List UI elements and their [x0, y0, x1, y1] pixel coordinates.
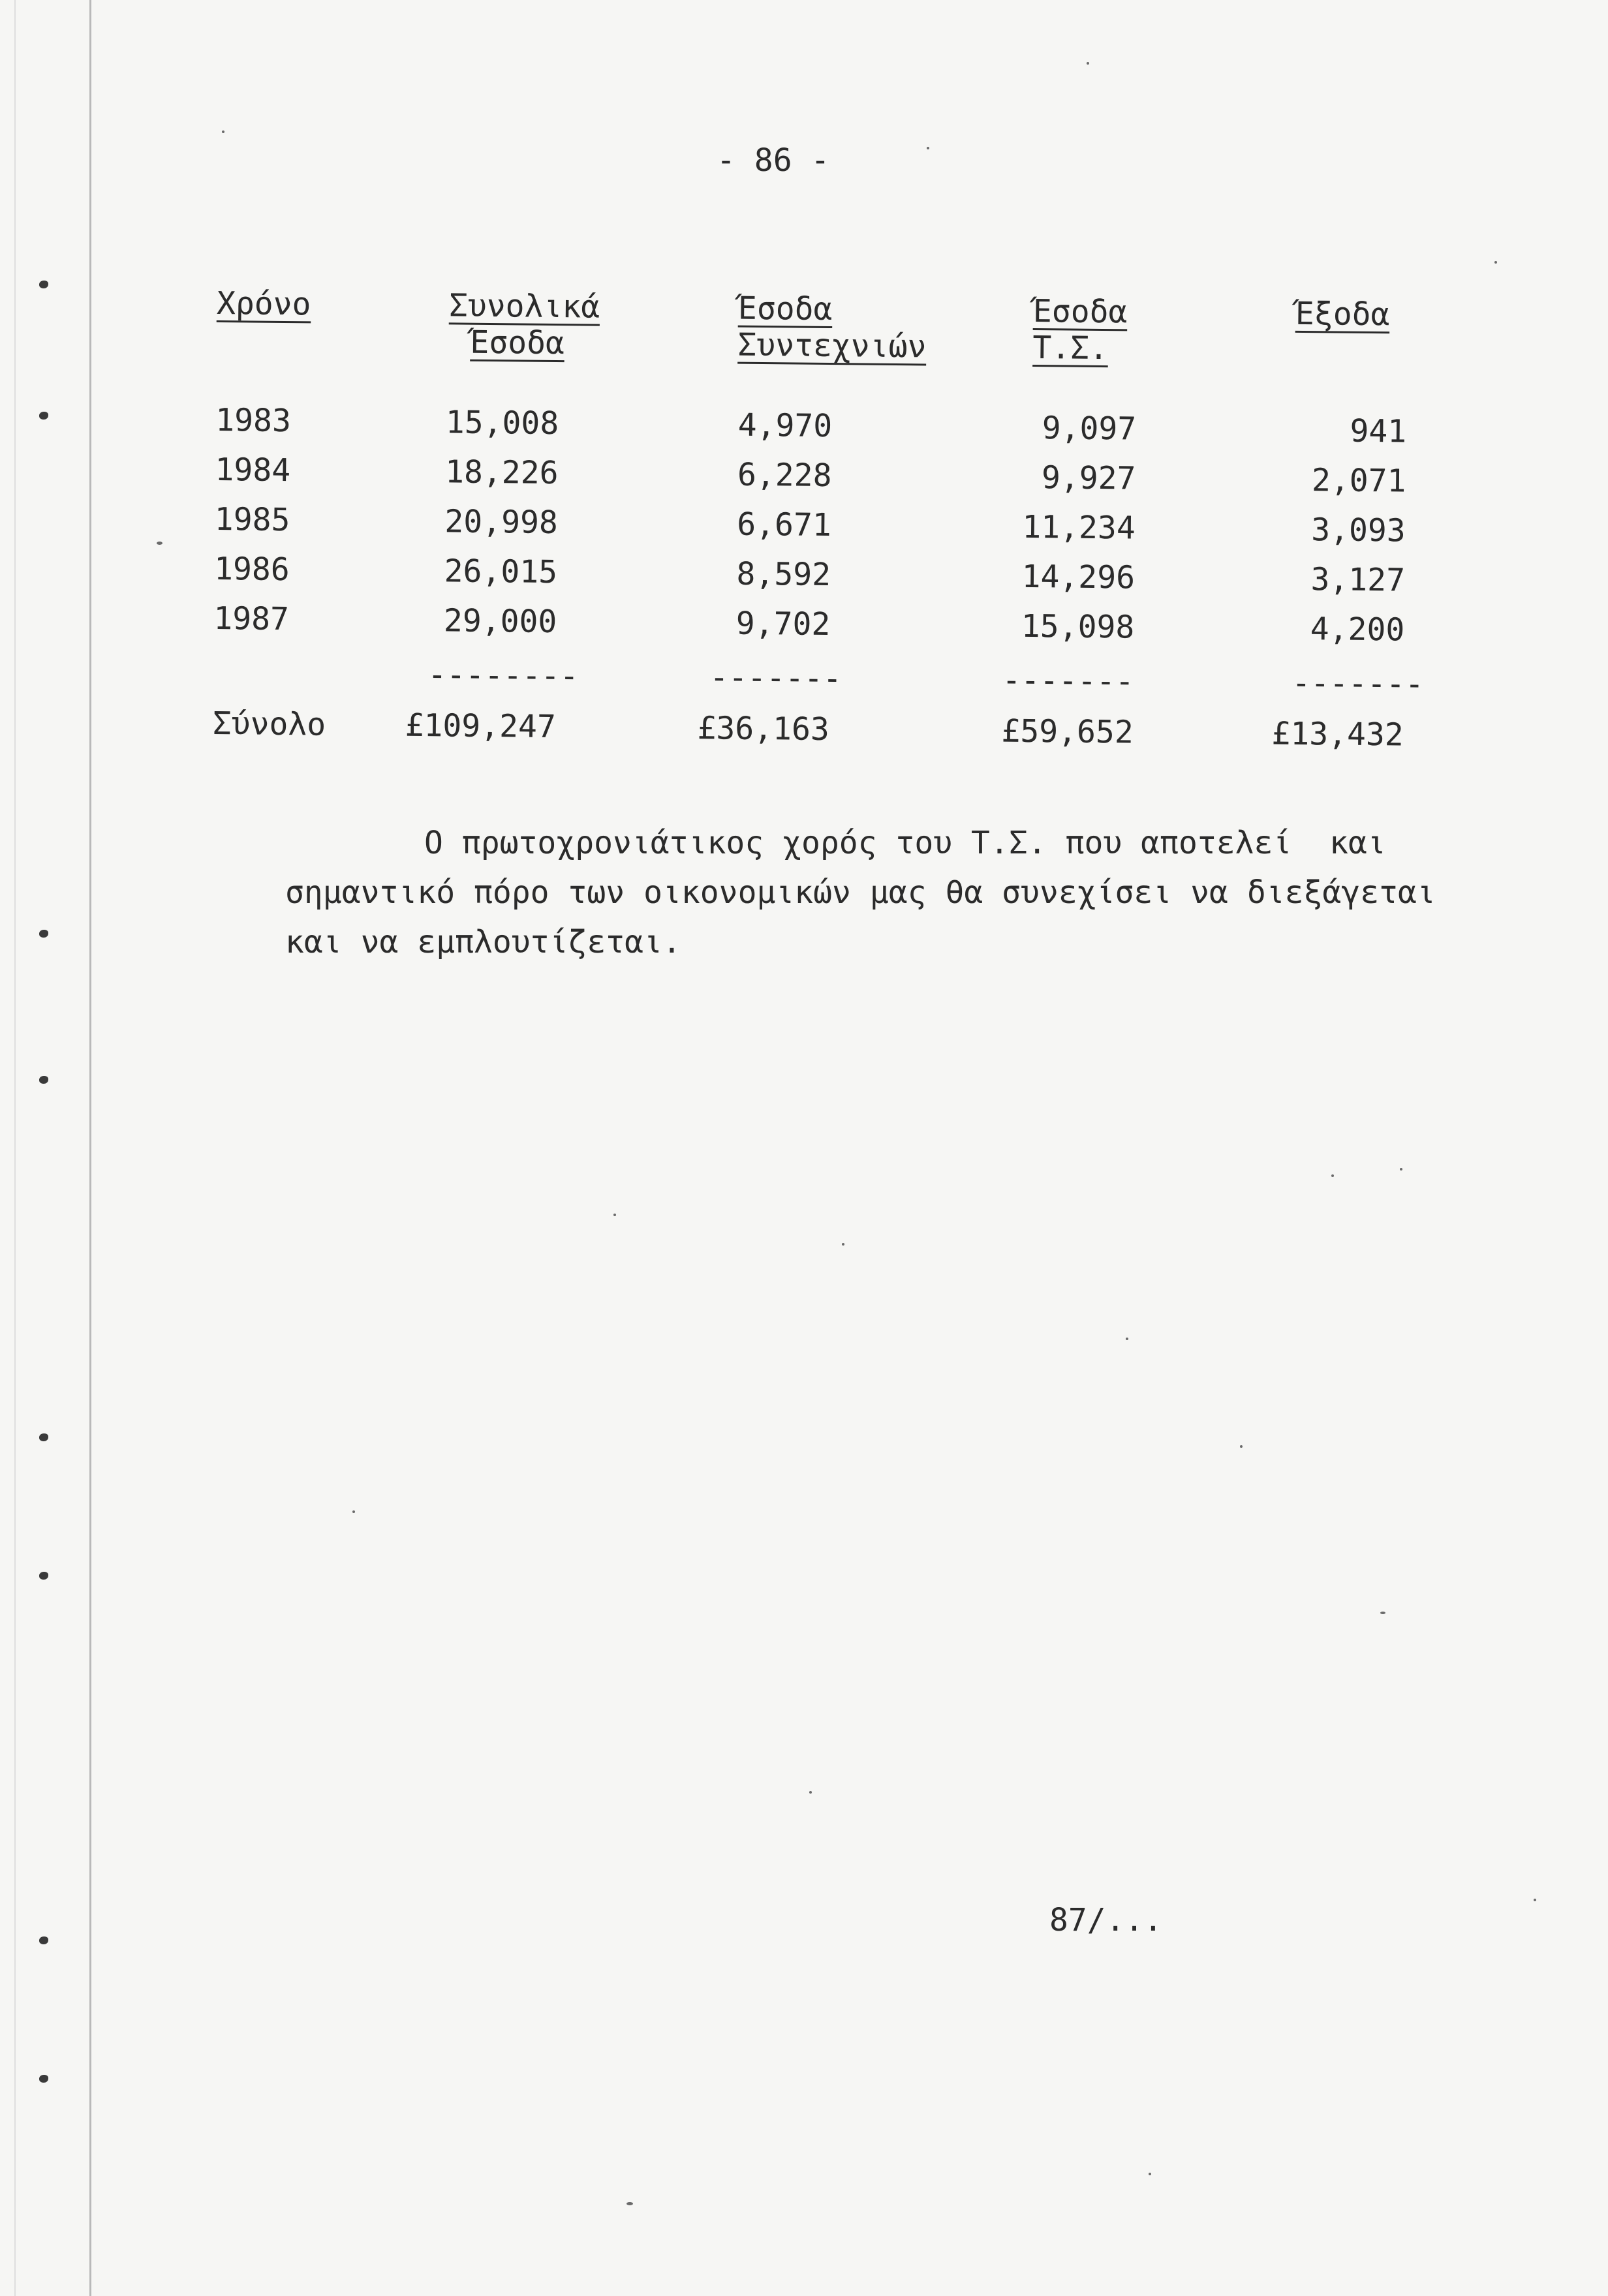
- separator-row: [0, 652, 1605, 705]
- paragraph-line: σημαντικό πόρο των οικονομικών μας θα συνεχίσει να διεξάγεται: [285, 874, 1436, 911]
- separator-dashes: -------: [709, 659, 843, 697]
- header-total-income-line1: Συνολικά: [448, 287, 600, 326]
- cell-year: 1987: [213, 600, 290, 638]
- cell-expenses: 3,127: [1310, 561, 1406, 599]
- total-expenses: £13,432: [1271, 715, 1404, 754]
- scan-speck: [1400, 1168, 1402, 1171]
- cell-union-income: 6,671: [737, 506, 832, 544]
- cell-ts-income: 9,927: [1041, 459, 1136, 497]
- continuation-marker: 87/...: [1049, 1902, 1163, 1938]
- cell-total-income: 29,000: [443, 602, 557, 641]
- cell-union-income: 6,228: [737, 456, 832, 495]
- totals-label: Σύνολο: [212, 705, 326, 743]
- cell-total-income: 20,998: [444, 503, 559, 542]
- cell-year: 1986: [213, 550, 290, 589]
- header-ts-income-line2: Τ.Σ.: [1032, 329, 1109, 367]
- cell-expenses: 4,200: [1310, 611, 1405, 649]
- scan-speck: [626, 2202, 633, 2205]
- punch-hole-mark: [39, 930, 48, 938]
- table-row: [0, 400, 1607, 452]
- cell-ts-income: 14,296: [1021, 558, 1136, 596]
- separator-dashes: -------: [1291, 664, 1425, 703]
- cell-union-income: 9,702: [735, 605, 831, 643]
- cell-union-income: 8,592: [736, 555, 831, 594]
- cell-expenses: 941: [1350, 412, 1407, 450]
- scan-speck: [1331, 1174, 1334, 1177]
- scan-speck: [1380, 1612, 1385, 1614]
- cell-union-income: 4,970: [737, 406, 833, 445]
- scan-speck: [352, 1510, 355, 1513]
- paragraph-line: Ο πρωτοχρονιάτικος χορός του Τ.Σ. που αποτελεί και: [424, 825, 1386, 861]
- separator-dashes: -------: [1002, 662, 1135, 700]
- cell-ts-income: 11,234: [1022, 508, 1136, 547]
- header-year: Χρόνο: [216, 285, 311, 323]
- punch-hole-mark: [39, 1936, 48, 1944]
- data-table: [0, 0, 1608, 796]
- punch-hole-mark: [39, 1572, 48, 1580]
- cell-total-income: 26,015: [444, 553, 558, 591]
- scan-speck: [809, 1791, 812, 1794]
- scan-speck: [1534, 1899, 1536, 1901]
- scan-speck: [613, 1214, 616, 1216]
- cell-year: 1984: [215, 451, 291, 489]
- cell-total-income: 15,008: [445, 404, 559, 442]
- scan-speck: [1149, 2173, 1151, 2175]
- punch-hole-mark: [39, 2075, 48, 2083]
- total-total-income: £109,247: [405, 707, 557, 746]
- total-union-income: £36,163: [697, 710, 830, 748]
- header-expenses: Έξοδα: [1295, 295, 1390, 333]
- header-total-income-line2: Έσοδα: [470, 324, 565, 362]
- cell-total-income: 18,226: [444, 453, 559, 492]
- cell-expenses: 3,093: [1310, 512, 1406, 549]
- punch-hole-mark: [39, 1076, 48, 1084]
- header-ts-income-line1: Έσοδα: [1032, 293, 1128, 331]
- punch-hole-mark: [39, 1433, 48, 1441]
- page-number: - 86 -: [717, 142, 830, 179]
- table-row: [0, 598, 1605, 651]
- cell-ts-income: 9,097: [1042, 410, 1137, 448]
- total-ts-income: £59,652: [1001, 712, 1134, 751]
- scan-speck: [1126, 1338, 1128, 1340]
- cell-year: 1983: [215, 401, 292, 440]
- cell-year: 1985: [214, 500, 290, 539]
- scan-speck: [842, 1243, 844, 1246]
- paragraph-line: και να εμπλουτίζεται.: [285, 924, 681, 960]
- table-row: [0, 549, 1605, 601]
- separator-dashes: --------: [427, 656, 579, 695]
- table-row: [0, 450, 1607, 502]
- cell-ts-income: 15,098: [1021, 607, 1135, 646]
- header-union-income-line1: Έσοδα: [737, 290, 833, 328]
- totals-row: [0, 703, 1604, 756]
- table-row: [0, 499, 1606, 551]
- scan-speck: [1240, 1445, 1243, 1448]
- cell-expenses: 2,071: [1311, 462, 1406, 500]
- header-union-income-line2: Συντεχνιών: [737, 326, 927, 365]
